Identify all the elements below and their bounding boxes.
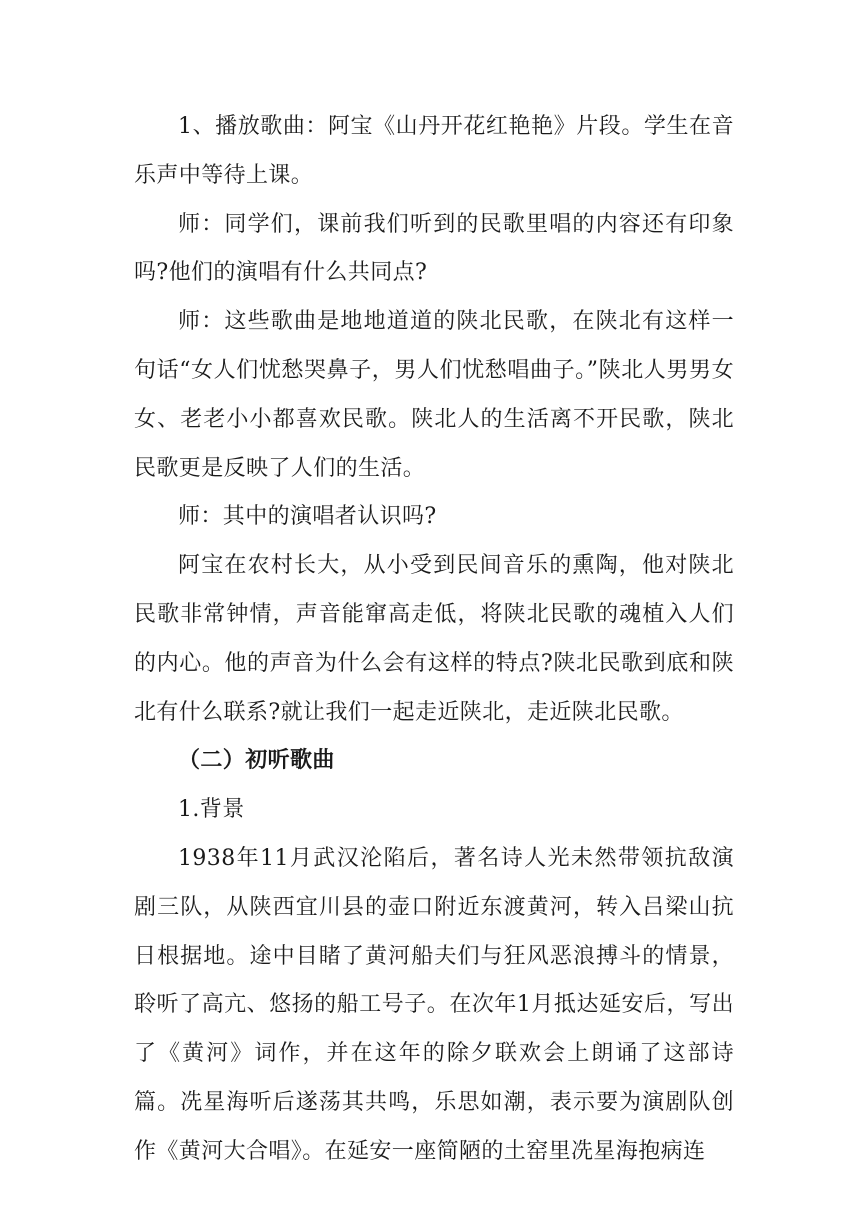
- paragraph-play-song: 1、播放歌曲：阿宝《山丹开花红艳艳》片段。学生在音乐声中等待上课。: [134, 114, 734, 188]
- document-body: [134, 103, 734, 1177]
- paragraph-teacher-question: 师：同学们，课前我们听到的民歌里唱的内容还有印象吗?他们的演唱有什么共同点?: [134, 211, 734, 286]
- paragraph-abao-intro: 阿宝在农村长大，从小受到民间音乐的熏陶，他对陕北民歌非常钟情，声音能窜高走低，将陕北民歌的魂植入人们的内心。他的声音为什么会有这样的特点?陕北民歌到底和陕北有什么联系?就让我们一起走近陕北，走近陕北民歌。: [134, 553, 734, 725]
- paragraph-teacher-singer-question: 师：其中的演唱者认识吗?: [178, 504, 437, 530]
- section-heading: （二）初听歌曲: [178, 748, 335, 774]
- subheading-background: 1.背景: [178, 797, 245, 823]
- paragraph-background: 1938年11月武汉沦陷后，著名诗人光未然带领抗敌演剧三队，从陕西宜川县的壶口附近东渡黄河，转入吕梁山抗日根据地。途中目睹了黄河船夫们与狂风恶浪搏斗的情景，聆听了高亢、悠扬的船工号子。在次年1月抵达延安后，写出了《黄河》词作，并在这年的除夕联欢会上朗诵了这部诗篇。冼星海听后遂荡其共鸣，乐思如潮，表示要为演剧队创作《黄河大合唱》。在延安一座简陋的土窑里冼星海抱病连: [134, 845, 734, 1164]
- paragraph-teacher-explanation: 师：这些歌曲是地地道道的陕北民歌，在陕北有这样一句话“女人们忧愁哭鼻子，男人们忧愁唱曲子。”陕北人男男女女、老老小小都喜欢民歌。陕北人的生活离不开民歌，陕北民歌更是反映了人们的生活。: [134, 309, 734, 481]
